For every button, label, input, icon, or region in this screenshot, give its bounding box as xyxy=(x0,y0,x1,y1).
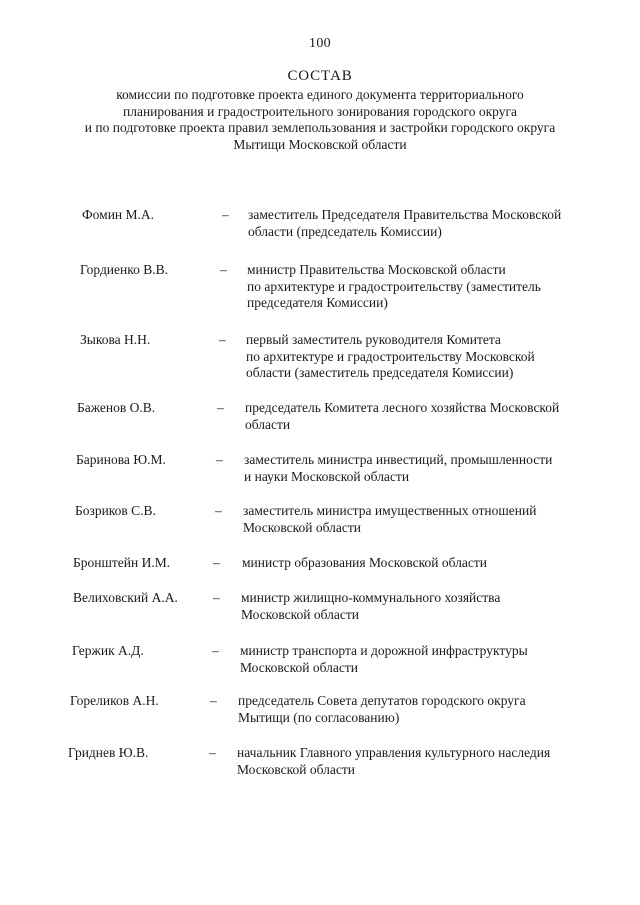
member-role xyxy=(242,555,487,572)
member-role-line: председателя Комиссии) xyxy=(247,295,388,310)
subtitle-line: планирования и градостроительного зонирования городского округа xyxy=(122,103,518,119)
member-role-line: Московской области xyxy=(237,761,356,777)
member-role xyxy=(243,503,536,536)
member-role xyxy=(244,452,552,485)
subtitle-line: Мытищи Московской области xyxy=(233,136,407,152)
member-role-line: области (председатель Комиссии) xyxy=(248,223,442,239)
member-role-line: начальник Главного управления культурного наследия xyxy=(237,745,551,760)
member-role xyxy=(237,745,550,778)
member-role-line: заместитель министра имущественных отношений xyxy=(243,503,537,518)
member-role-line: министр Правительства Московской области xyxy=(247,262,506,277)
member-name: Гореликов А.Н. xyxy=(70,693,159,708)
member-role-line: Московской области xyxy=(243,519,362,535)
dash-separator: – xyxy=(209,745,216,760)
member-role-line: заместитель Председателя Правительства Московской xyxy=(248,207,562,222)
dash-separator: – xyxy=(216,452,223,467)
member-name: Бозриков С.В. xyxy=(75,503,156,518)
member-role-line: по архитектуре и градостроительству Московской xyxy=(246,348,535,364)
subtitle-line: и по подготовке проекта правил землепользования и застройки городского округа xyxy=(84,120,556,135)
member-role-line: министр жилищно-коммунального хозяйства xyxy=(241,590,501,605)
page-number: 100 xyxy=(309,36,331,51)
member-role xyxy=(238,693,526,726)
member-name: Баринова Ю.М. xyxy=(76,452,166,467)
dash-separator: – xyxy=(222,207,229,222)
member-role-line: министр транспорта и дорожной инфраструктуры xyxy=(240,643,528,658)
dash-separator: – xyxy=(213,555,220,570)
member-role-line: председатель Совета депутатов городского округа xyxy=(238,693,526,708)
member-name: Гержик А.Д. xyxy=(72,643,144,658)
member-name: Гордиенко В.В. xyxy=(80,262,169,277)
member-role xyxy=(240,643,528,676)
subtitle-line: комиссии по подготовке проекта единого документа территориального xyxy=(116,87,524,102)
dash-separator: – xyxy=(217,400,224,415)
member-name: Фомин М.А. xyxy=(82,207,155,222)
member-role-line: председатель Комитета лесного хозяйства Московской xyxy=(245,400,560,415)
member-role-line: области (заместитель председателя Комиссии) xyxy=(246,365,514,380)
member-role-line: Мытищи (по согласованию) xyxy=(238,709,400,725)
dash-separator: – xyxy=(220,262,227,277)
member-role-line: по архитектуре и градостроительству (заместитель xyxy=(247,278,541,294)
dash-separator: – xyxy=(213,590,220,605)
member-role-line: области xyxy=(245,416,291,432)
member-role xyxy=(241,590,500,623)
member-name: Велиховский А.А. xyxy=(73,590,178,605)
member-name: Баженов О.В. xyxy=(77,400,156,415)
member-role xyxy=(246,332,535,382)
member-name: Гриднев Ю.В. xyxy=(68,745,149,760)
member-role-line: первый заместитель руководителя Комитета xyxy=(246,332,501,347)
member-role xyxy=(248,207,561,240)
member-role xyxy=(245,400,559,433)
member-name: Бронштейн И.М. xyxy=(73,555,171,570)
document-subtitle xyxy=(70,87,570,153)
dash-separator: – xyxy=(210,693,217,708)
member-name: Зыкова Н.Н. xyxy=(80,332,151,347)
dash-separator: – xyxy=(219,332,226,347)
document-title: СОСТАВ xyxy=(287,68,353,84)
member-role-line: заместитель министра инвестиций, промышленности xyxy=(244,452,553,467)
dash-separator: – xyxy=(215,503,222,518)
member-role-line: министр образования Московской области xyxy=(242,555,487,570)
member-role-line: Московской области xyxy=(241,606,360,622)
dash-separator: – xyxy=(212,643,219,658)
member-role-line: Московской области xyxy=(240,659,359,675)
member-role xyxy=(247,262,541,312)
member-role-line: и науки Московской области xyxy=(244,468,410,484)
